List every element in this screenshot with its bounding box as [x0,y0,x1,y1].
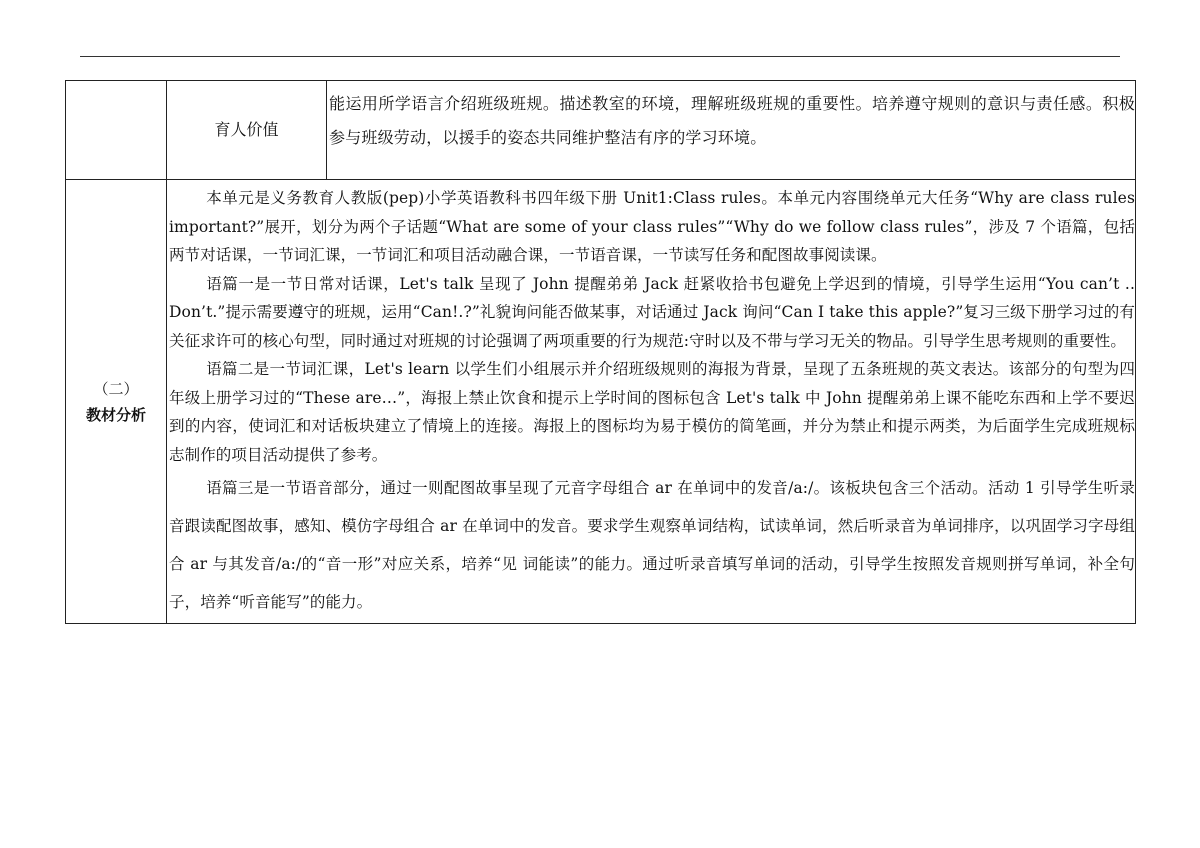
value-label: 育人价值 [214,120,279,139]
analysis-paragraph-1: 本单元是义务教育人教版(pep)小学英语教科书四年级下册 Unit1:Class rules。本单元内容围绕单元大任务“Why are class rules important?”展开，划分为两个子话题“What are some of your class rules”“Why do we follow class rules”，涉及 7 个语篇，包括两节对话课，一节词汇课，一节词汇和项目活动融合课，一节语音课，一节读写任务和配图故事阅读课。 [169,189,1135,264]
table-row-value [66,81,1136,180]
analysis-cell [167,180,1136,624]
header-rule [80,56,1120,57]
lesson-plan-table [65,80,1136,624]
analysis-paragraph-2: 语篇一是一节日常对话课，Let's talk 呈现了 John 提醒弟弟 Jack 赶紧收拾书包避免上学迟到的情境，引导学生运用“You can’t .. Don’t.”提示需要遵守的班规，运用“Can!.?”礼貌询问能否做某事，对话通过 Jack 询问“Can I take this apple?”复习三级下册学习过的有关征求许可的核心句型，同时通过对班规的讨论强调了两项重要的行为规范:守时以及不带与学习无关的物品。引导学生思考规则的重要性。 [169,274,1135,350]
value-text-cell [327,81,1136,180]
section-number: （二） [93,379,139,398]
analysis-paragraph-4: 语篇三是一节语音部分，通过一则配图故事呈现了元音字母组合 ar 在单词中的发音/a:/。该板块包含三个活动。活动 1 引导学生听录音跟读配图故事，感知、模仿字母组合 ar 在单词中的发音。要求学生观察单词结构，试读单词，然后听录音为单词排序，以巩固学习字母组合 ar 与其发音/a:/的“音一形”对应关系，培养“见 词能读”的能力。通过听录音填写单词的活动，引导学生按照发音规则拼写单词，补全句子，培养“听音能写”的能力。 [169,479,1135,611]
value-text: 能运用所学语言介绍班级班规。描述教室的环境，理解班级班规的重要性。培养遵守规则的意识与责任感。积极参与班级劳动，以援手的姿态共同维护整洁有序的学习环境。 [329,94,1135,147]
empty-cell [66,81,167,180]
table-row-analysis [66,180,1136,624]
analysis-paragraph-3: 语篇二是一节词汇课，Let's learn 以学生们小组展示并介绍班级规则的海报为背景，呈现了五条班规的英文表达。该部分的句型为四年级上册学习过的“These are…”，海报上禁止饮食和提示上学时间的图标包含 Let's talk 中 John 提醒弟弟上课不能吃东西和上学不要迟到的内容，使词汇和对话板块建立了情境上的连接。海报上的图标均为易于模仿的简笔画，并分为禁止和提示两类，为后面学生完成班规标志制作的项目活动提供了参考。 [169,360,1135,464]
section-heading-cell [66,180,167,624]
value-label-cell [167,81,327,180]
section-title: 教材分析 [85,405,146,424]
